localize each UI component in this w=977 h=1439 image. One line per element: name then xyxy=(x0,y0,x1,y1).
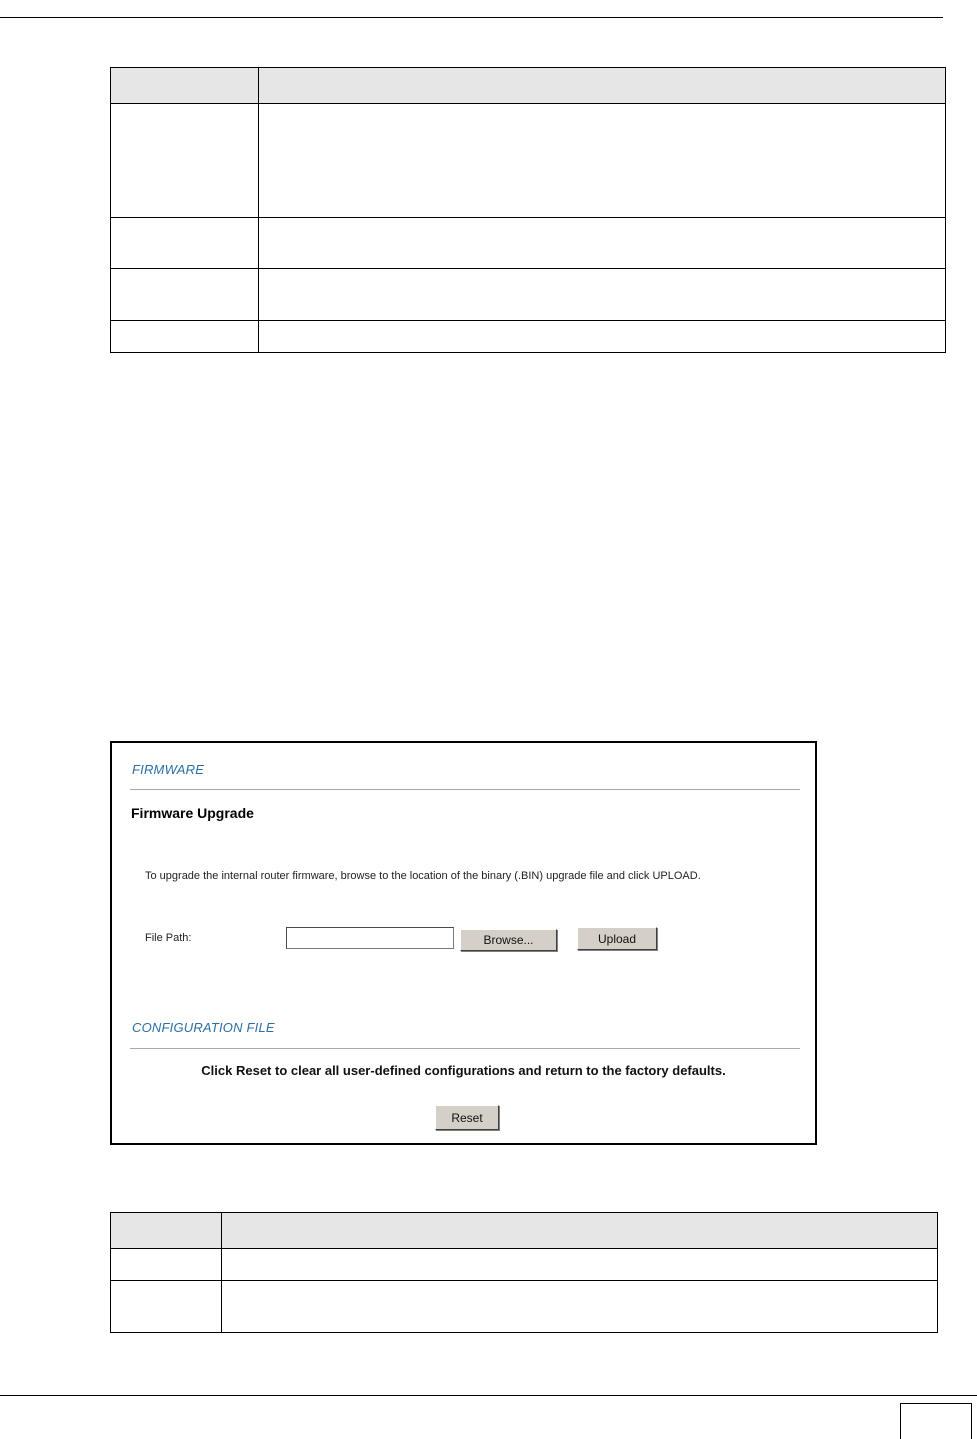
table-row xyxy=(111,269,946,321)
bottom-table-header-cell xyxy=(111,1213,222,1249)
bottom-table-header-cell xyxy=(222,1213,938,1249)
table-row xyxy=(111,104,946,218)
bottom-table-header-row xyxy=(111,1213,938,1249)
firmware-screenshot xyxy=(110,741,817,1145)
page-number-box xyxy=(900,1403,972,1439)
footer-rule xyxy=(0,1395,977,1396)
file-path-label: File Path: xyxy=(145,932,192,944)
section-divider xyxy=(130,1048,800,1049)
firmware-section-title: FIRMWARE xyxy=(132,762,205,777)
browse-button[interactable]: Browse... xyxy=(460,929,557,951)
top-table-header-cell xyxy=(111,68,259,104)
configuration-section-title: CONFIGURATION FILE xyxy=(132,1020,275,1035)
reset-button[interactable]: Reset xyxy=(435,1105,499,1130)
table-row xyxy=(111,1249,938,1281)
top-table-header-row xyxy=(111,68,946,104)
table-row xyxy=(111,1281,938,1333)
upload-button[interactable]: Upload xyxy=(577,927,657,950)
table-row xyxy=(111,321,946,353)
upgrade-description: To upgrade the internal router firmware, browse to the location of the binary (.BIN) upgrade file and click UPLOAD. xyxy=(145,870,701,882)
reset-instruction: Click Reset to clear all user-defined configurations and return to the factory defaults. xyxy=(201,1063,726,1078)
header-rule xyxy=(0,17,943,18)
bottom-table xyxy=(110,1212,938,1333)
section-divider xyxy=(130,789,800,790)
firmware-upgrade-title: Firmware Upgrade xyxy=(131,805,254,821)
table-row xyxy=(111,218,946,269)
top-table-header-cell xyxy=(259,68,946,104)
top-table xyxy=(110,67,946,353)
file-path-input[interactable] xyxy=(286,927,454,949)
